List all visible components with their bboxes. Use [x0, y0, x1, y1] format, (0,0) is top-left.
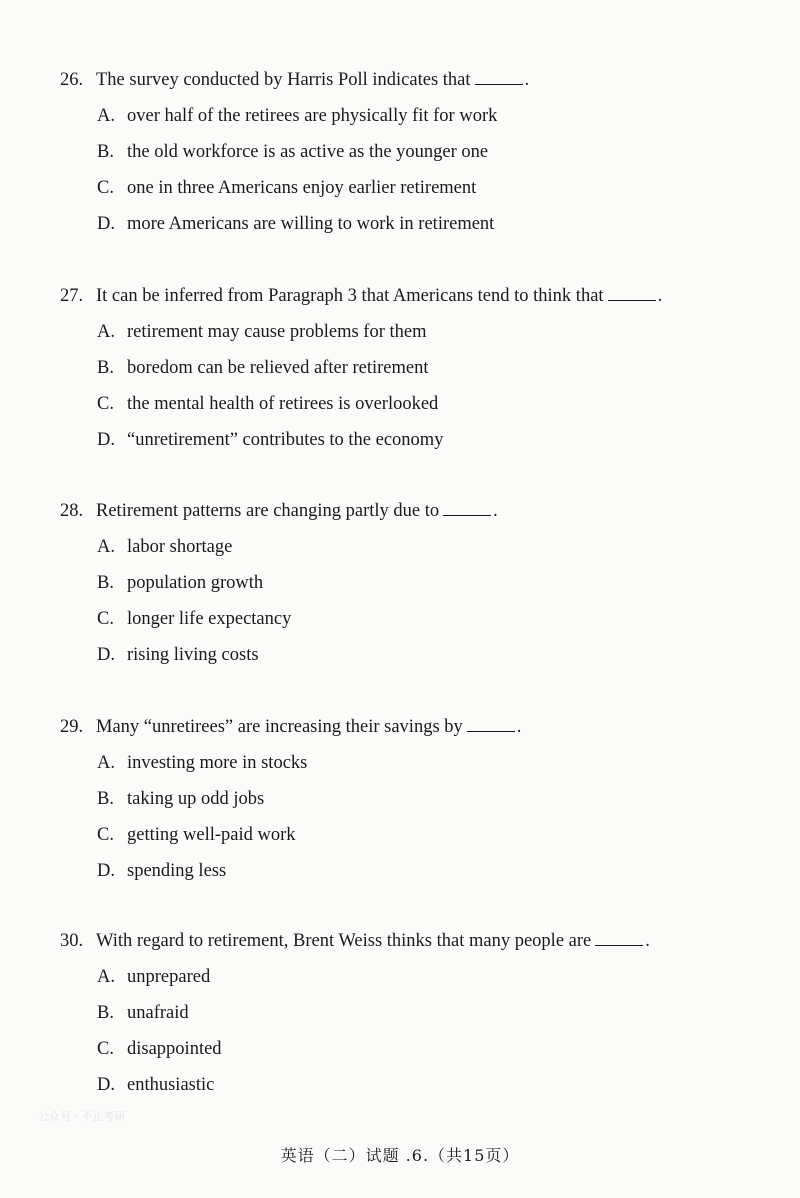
- option-letter: B.: [97, 142, 114, 162]
- answer-blank: [443, 501, 491, 516]
- option-text: unafraid: [127, 1003, 189, 1023]
- question-text: Retirement patterns are changing partly due to: [96, 501, 440, 521]
- question-stem: [60, 716, 740, 738]
- option-text: the mental health of retirees is overlooked: [127, 394, 439, 414]
- question-number: 27.: [60, 286, 84, 306]
- question-text: It can be inferred from Paragraph 3 that Americans tend to think that: [96, 286, 604, 306]
- option-a: [60, 752, 740, 774]
- answer-blank: [467, 717, 515, 732]
- option-a: [60, 321, 740, 343]
- option-c: [60, 393, 740, 415]
- question-number: 30.: [60, 931, 84, 951]
- option-text: population growth: [127, 573, 264, 593]
- option-text: rising living costs: [127, 645, 259, 665]
- option-text: taking up odd jobs: [127, 789, 265, 809]
- answer-blank: [608, 286, 656, 301]
- question-number: 28.: [60, 501, 84, 521]
- option-letter: A.: [97, 967, 115, 987]
- question-end: .: [524, 70, 530, 90]
- option-d: [60, 429, 740, 451]
- option-d: [60, 1074, 740, 1096]
- option-list: [60, 536, 740, 666]
- answer-blank: [595, 931, 643, 946]
- option-letter: C.: [97, 1039, 114, 1059]
- question-text: The survey conducted by Harris Poll indicates that: [96, 70, 471, 90]
- option-text: investing more in stocks: [127, 753, 308, 773]
- option-letter: D.: [97, 1075, 115, 1095]
- option-letter: D.: [97, 861, 115, 881]
- option-letter: B.: [97, 573, 114, 593]
- option-b: [60, 357, 740, 379]
- question-stem: [60, 285, 740, 307]
- question-stem: [60, 500, 740, 522]
- question-number: 26.: [60, 70, 84, 90]
- option-b: [60, 1002, 740, 1024]
- option-text: boredom can be relieved after retirement: [127, 358, 429, 378]
- option-a: [60, 105, 740, 127]
- option-text: more Americans are willing to work in retirement: [127, 214, 495, 234]
- watermark: 公众号 · 不止考研: [38, 1110, 126, 1123]
- option-d: [60, 213, 740, 235]
- option-c: [60, 1038, 740, 1060]
- option-letter: C.: [97, 394, 114, 414]
- option-letter: D.: [97, 645, 115, 665]
- option-text: “unretirement” contributes to the economy: [127, 430, 444, 450]
- option-text: over half of the retirees are physically fit for work: [127, 106, 498, 126]
- option-letter: C.: [97, 825, 114, 845]
- option-d: [60, 860, 740, 882]
- option-letter: D.: [97, 430, 115, 450]
- option-a: [60, 966, 740, 988]
- question-number: 29.: [60, 717, 84, 737]
- option-letter: C.: [97, 178, 114, 198]
- option-b: [60, 788, 740, 810]
- option-list: [60, 966, 740, 1096]
- option-text: getting well-paid work: [127, 825, 296, 845]
- option-c: [60, 824, 740, 846]
- question-26: [60, 69, 740, 235]
- option-letter: A.: [97, 322, 115, 342]
- question-text: With regard to retirement, Brent Weiss thinks that many people are: [96, 931, 592, 951]
- page-footer: 英语（二）试题 .6.（共15页）: [280, 1146, 520, 1165]
- option-d: [60, 644, 740, 666]
- option-letter: B.: [97, 1003, 114, 1023]
- option-text: spending less: [127, 861, 227, 881]
- option-b: [60, 141, 740, 163]
- question-27: [60, 285, 740, 451]
- option-text: the old workforce is as active as the younger one: [127, 142, 489, 162]
- option-letter: A.: [97, 106, 115, 126]
- option-letter: D.: [97, 214, 115, 234]
- option-list: [60, 752, 740, 882]
- option-text: labor shortage: [127, 537, 233, 557]
- option-c: [60, 177, 740, 199]
- option-letter: B.: [97, 358, 114, 378]
- option-letter: A.: [97, 753, 115, 773]
- question-text: Many “unretirees” are increasing their savings by: [96, 717, 463, 737]
- question-end: .: [516, 717, 522, 737]
- option-a: [60, 536, 740, 558]
- question-30: [60, 930, 740, 1096]
- option-list: [60, 105, 740, 235]
- option-letter: B.: [97, 789, 114, 809]
- option-text: longer life expectancy: [127, 609, 292, 629]
- question-end: .: [657, 286, 663, 306]
- question-stem: [60, 930, 740, 952]
- question-29: [60, 716, 740, 882]
- question-28: [60, 500, 740, 666]
- option-letter: C.: [97, 609, 114, 629]
- question-stem: [60, 69, 740, 91]
- option-text: disappointed: [127, 1039, 222, 1059]
- option-text: enthusiastic: [127, 1075, 215, 1095]
- option-text: unprepared: [127, 967, 211, 987]
- answer-blank: [475, 70, 523, 85]
- question-end: .: [645, 931, 650, 951]
- option-letter: A.: [97, 537, 115, 557]
- question-end: .: [493, 501, 498, 521]
- option-list: [60, 321, 740, 451]
- option-text: one in three Americans enjoy earlier retirement: [127, 178, 477, 198]
- option-text: retirement may cause problems for them: [127, 322, 427, 342]
- option-b: [60, 572, 740, 594]
- option-c: [60, 608, 740, 630]
